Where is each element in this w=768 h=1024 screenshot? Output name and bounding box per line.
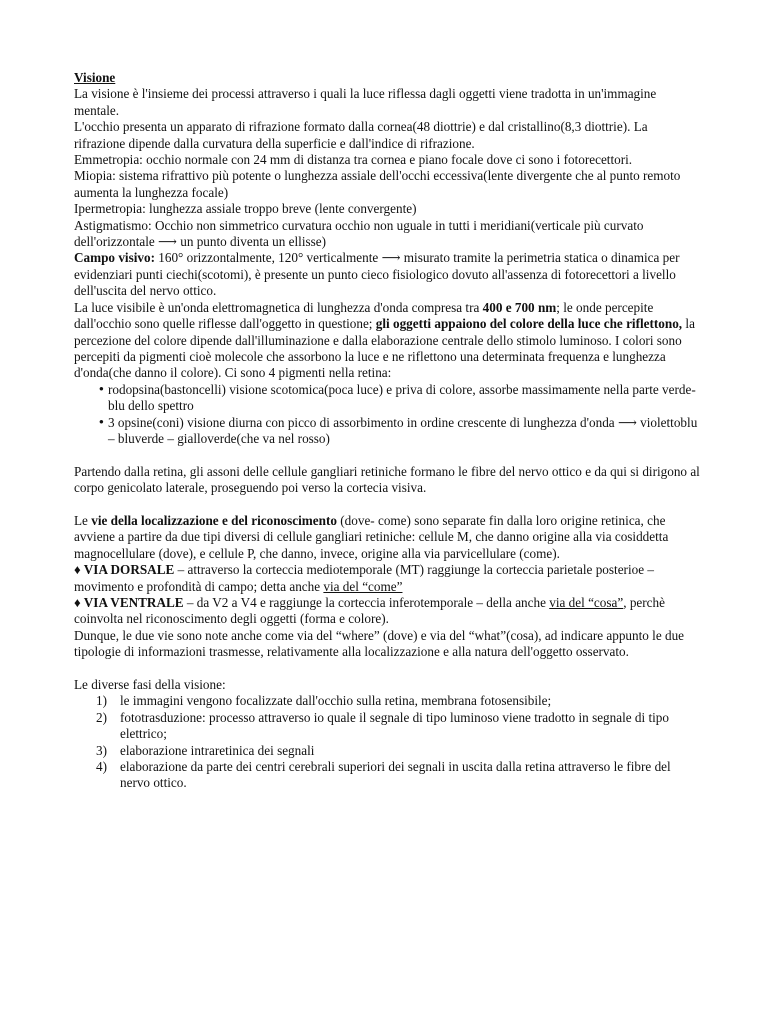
fasi-list: [74, 693, 702, 791]
dorsale-text: – attraverso la corteccia mediotemporale (MT) raggiunge la corteccia parietale posterioe – movimento e profondità di campo; detta anche: [74, 562, 654, 594]
paragraph-vie: [74, 513, 702, 562]
paragraph-ipermetropia: Ipermetropia: lunghezza assiale troppo breve (lente convergente): [74, 201, 417, 217]
campo-label: Campo visivo:: [74, 250, 155, 266]
list-item: [74, 759, 702, 792]
paragraph-via-ventrale: [74, 595, 702, 628]
paragraph-miopia: Miopia: sistema rifrattivo più potente o lunghezza assiale dell'occhi eccessiva(lente divergente che al punto remoto aumenta la lunghezza focale): [74, 168, 681, 200]
luce-text-a: La luce visibile è un'onda elettromagnetica di lunghezza d'onda compresa tra: [74, 299, 483, 315]
paragraph-astigmatismo: Astigmatismo: Occhio non simmetrico curvatura occhio non uguale in tutti i meridiani(verticale più curvato dell'orizzontale ⟶ un punto diventa un ellisse): [74, 217, 644, 250]
pigments-list: [74, 382, 702, 448]
ventrale-underline: via del “cosa”: [549, 594, 624, 610]
list-number: 3): [96, 742, 107, 758]
list-number: 1): [96, 693, 107, 709]
luce-text-c: ; le onde percepite dall'occhio sono quelle riflesse dall'oggetto in questione;: [74, 299, 654, 332]
vie-text-a: Le: [74, 512, 92, 528]
paragraph-campo-visivo: [74, 250, 702, 299]
luce-text-e: la percezione del colore dipende dall'illuminazione e dalla elaborazione centrale dello stimolo luminoso. I colori sono percepiti da pigmenti cioè molecole che assorbono la luce e ne riflettono una determinata frequenza e lunghezza d'onda(che danno il colore). Ci sono 4 pigmenti nella retina:: [74, 316, 695, 381]
list-text: le immagini vengono focalizzate dall'occhio sulla retina, membrana fotosensibile;: [120, 693, 552, 709]
list-number: 4): [96, 759, 107, 775]
list-item: • rodopsina(bastoncelli) visione scotomica(poca luce) e priva di colore, assorbe massimamente nella parte verde-blu dello spettro: [74, 382, 702, 415]
dorsale-label: ♦ VIA DORSALE: [74, 562, 175, 578]
ventrale-text: – da V2 a V4 e raggiunge la corteccia inferotemporale – della anche: [183, 594, 550, 610]
list-text: elaborazione intraretinica dei segnali: [120, 742, 315, 758]
luce-range: 400 e 700 nm: [482, 299, 557, 315]
vie-text-c: (dove- come) sono separate fin dalla loro origine retinica, che avviene a partire da due tipi diversi di cellule gangliari retiniche: cellule M, che danno origine alla via cosiddetta magnocellulare (dove), e cellule P, che danno, invece, origine alla via parvicellulare (come).: [74, 512, 669, 561]
campo-text: 160° orizzontalmente, 120° verticalmente ⟶ misurato tramite la perimetria statica o dinamica per evidenziari punti ciechi(scotomi), è presente un punto cieco fisiologico dovuto all'assenza di fotorecettori a livello dell'uscita del nervo ottico.: [74, 250, 680, 299]
list-text: elaborazione da parte dei centri cerebrali superiori dei segnali in uscita dalla retina attraverso le fibre del nervo ottico.: [120, 759, 671, 791]
document-page: [74, 70, 702, 792]
paragraph-luce: [74, 300, 702, 382]
paragraph-emmetropia: Emmetropia: occhio normale con 24 mm di distanza tra cornea e piano focale dove ci sono i fotorecettori.: [74, 152, 633, 168]
paragraph-dunque: Dunque, le due vie sono note anche come via del “where” (dove) e via del “what”(cosa), ad indicare appunto le due tipologie di informazioni trasmesse, relativamente alla localizzazione e alla natura dell'oggetto osservato.: [74, 627, 685, 660]
paragraph-refraction: L'occhio presenta un apparato di rifrazione formato dalla cornea(48 diottrie) e dal cristallino(8,3 diottrie). La rifrazione dipende dalla curvatura della superficie e dall'indice di rifrazione.: [74, 119, 648, 151]
paragraph-fasi-intro: Le diverse fasi della visione:: [74, 676, 226, 692]
list-item: • 3 opsine(coni) visione diurna con picco di assorbimento in ordine crescente di lunghezza d'onda ⟶ violettoblu – bluverde – gialloverde(che va nel rosso): [74, 415, 702, 448]
paragraph-via-dorsale: [74, 562, 702, 595]
list-number: 2): [96, 709, 107, 725]
paragraph-definition: La visione è l'insieme dei processi attraverso i quali la luce riflessa dagli oggetti viene tradotta in un'immagine mentale.: [74, 86, 657, 118]
dorsale-underline: via del “come”: [323, 578, 403, 594]
paragraph-retina: Partendo dalla retina, gli assoni delle cellule gangliari retiniche formano le fibre del nervo ottico e da qui si dirigono al corpo genicolato laterale, proseguendo poi verso la cortecia visiva.: [74, 463, 700, 496]
ventrale-after: , perchè coinvolta nel riconoscimento degli oggetti (forma e colore).: [74, 594, 665, 627]
vie-highlight: vie della localizzazione e del riconoscimento: [91, 512, 337, 528]
luce-highlight: gli oggetti appaiono del colore della luce che riflettono,: [375, 316, 683, 332]
ventrale-label: ♦ VIA VENTRALE: [74, 594, 184, 610]
list-item: [74, 693, 702, 709]
list-text: fototrasduzione: processo attraverso io quale il segnale di tipo luminoso viene tradotto in segnale di tipo elettrico;: [120, 709, 669, 742]
list-item: [74, 710, 702, 743]
list-item: [74, 743, 702, 759]
doc-title: Visione: [74, 70, 116, 85]
